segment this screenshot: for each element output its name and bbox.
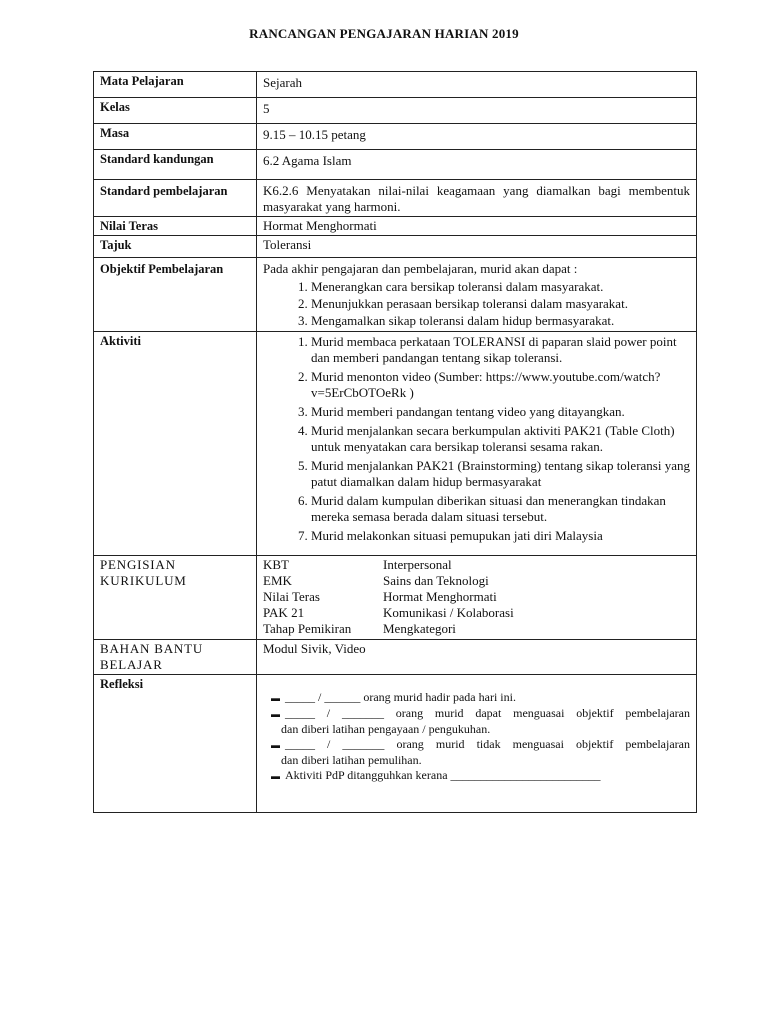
objektif-list [263,279,690,329]
row-bahan-bantu [94,640,697,675]
label-standard-pembelajaran: Standard pembelajaran [94,180,257,217]
value-refleksi [257,675,697,813]
list-item: 4. Murid menjalankan secara berkumpulan aktiviti PAK21 (Table Cloth) untuk menyatakan cara bersikap toleransi sesama rakan. [311,423,690,455]
refleksi-line [271,768,690,784]
label-standard-kandungan: Standard kandungan [94,150,257,180]
row-pengisian-kurikulum [94,556,697,640]
value-kelas: 5 [257,98,697,124]
row-aktiviti [94,332,697,556]
list-item: 2. Menunjukkan perasaan bersikap toleransi dalam masyarakat. [311,296,690,312]
row-standard-kandungan [94,150,697,180]
value-nilai-teras: Hormat Menghormati [257,217,697,236]
row-standard-pembelajaran [94,180,697,217]
refleksi-text: _____ / ______ orang murid hadir pada hari ini. [285,690,516,704]
refleksi-text: dan diberi latihan pemulihan. [281,753,422,767]
list-item: 3. Mengamalkan sikap toleransi dalam hidup bermasyarakat. [311,313,690,329]
value-bahan-bantu: Modul Sivik, Video [257,640,697,675]
refleksi-line [271,690,690,706]
dash-icon: ▬ [271,709,280,719]
row-tajuk [94,236,697,258]
kurikulum-value: Sains dan Teknologi [383,573,489,588]
aktiviti-list [263,334,690,544]
kurikulum-row [263,557,690,573]
refleksi-line [271,737,690,753]
dash-icon: ▬ [271,740,280,750]
page-title: RANCANGAN PENGAJARAN HARIAN 2019 [249,26,519,41]
dash-icon: ▬ [271,771,280,781]
kurikulum-key: KBT [263,557,289,572]
refleksi-text: _____ / _______ orang murid tidak menguasai objektif pembelajaran [285,737,690,751]
refleksi-line [271,706,690,722]
value-masa: 9.15 – 10.15 petang [257,124,697,150]
label-tajuk: Tajuk [94,236,257,258]
kurikulum-key: Tahap Pemikiran [263,621,352,636]
kurikulum-value: Mengkategori [383,621,456,636]
kurikulum-row [263,573,690,589]
refleksi-text: Aktiviti PdP ditangguhkan kerana _________________________ [285,768,601,782]
label-masa: Masa [94,124,257,150]
label-nilai-teras: Nilai Teras [94,217,257,236]
label-mata-pelajaran: Mata Pelajaran [94,72,257,98]
list-item: 3. Murid memberi pandangan tentang video yang ditayangkan. [311,404,690,420]
value-pengisian-kurikulum [257,556,697,640]
dash-icon: ▬ [271,693,280,703]
kurikulum-row [263,589,690,605]
value-mata-pelajaran: Sejarah [257,72,697,98]
row-masa [94,124,697,150]
kurikulum-value: Interpersonal [383,557,452,572]
value-objektif [257,258,697,332]
refleksi-text: dan diberi latihan pengayaan / pengukuhan. [281,722,491,736]
list-item: 1. Menerangkan cara bersikap toleransi dalam masyarakat. [311,279,690,295]
row-refleksi [94,675,697,813]
label-kelas: Kelas [94,98,257,124]
objektif-intro: Pada akhir pengajaran dan pembelajaran, murid akan dapat : [263,261,578,276]
list-item: 1. Murid membaca perkataan TOLERANSI di paparan slaid power point dan memberi pandangan tentang sikap toleransi. [311,334,690,366]
value-tajuk: Toleransi [257,236,697,258]
label-bahan-bantu: BAHAN BANTU BELAJAR [94,640,257,675]
kurikulum-value: Komunikasi / Kolaborasi [383,605,514,620]
row-objektif [94,258,697,332]
row-mata-pelajaran [94,72,697,98]
row-nilai-teras [94,217,697,236]
list-item: 6. Murid dalam kumpulan diberikan situasi dan menerangkan tindakan mereka semasa berada dalam situasi tersebut. [311,493,690,525]
refleksi-block [263,676,690,790]
kurikulum-row [263,621,690,637]
kurikulum-value: Hormat Menghormati [383,589,497,604]
value-aktiviti [257,332,697,556]
label-objektif: Objektif Pembelajaran [94,258,257,332]
label-refleksi: Refleksi [94,675,257,813]
list-item: 5. Murid menjalankan PAK21 (Brainstorming) tentang sikap toleransi yang patut diamalkan dalam hidup bermasyarakat [311,458,690,490]
lesson-plan-table [93,71,697,813]
kurikulum-key: EMK [263,573,292,588]
kurikulum-key: PAK 21 [263,605,305,620]
value-standard-kandungan: 6.2 Agama Islam [257,150,697,180]
refleksi-text: _____ / _______ orang murid dapat menguasai objektif pembelajaran [285,706,690,720]
row-kelas [94,98,697,124]
label-pengisian-kurikulum: PENGISIAN KURIKULUM [94,556,257,640]
value-standard-pembelajaran: K6.2.6 Menyatakan nilai-nilai keagamaan yang diamalkan bagi membentuk masyarakat yang harmoni. [257,180,697,217]
kurikulum-row [263,605,690,621]
list-item: 7. Murid melakonkan situasi pemupukan jati diri Malaysia [311,528,690,544]
label-aktiviti: Aktiviti [94,332,257,556]
kurikulum-key: Nilai Teras [263,589,320,604]
list-item: 2. Murid menonton video (Sumber: https://www.youtube.com/watch?v=5ErCbOTOeRk ) [311,369,690,401]
